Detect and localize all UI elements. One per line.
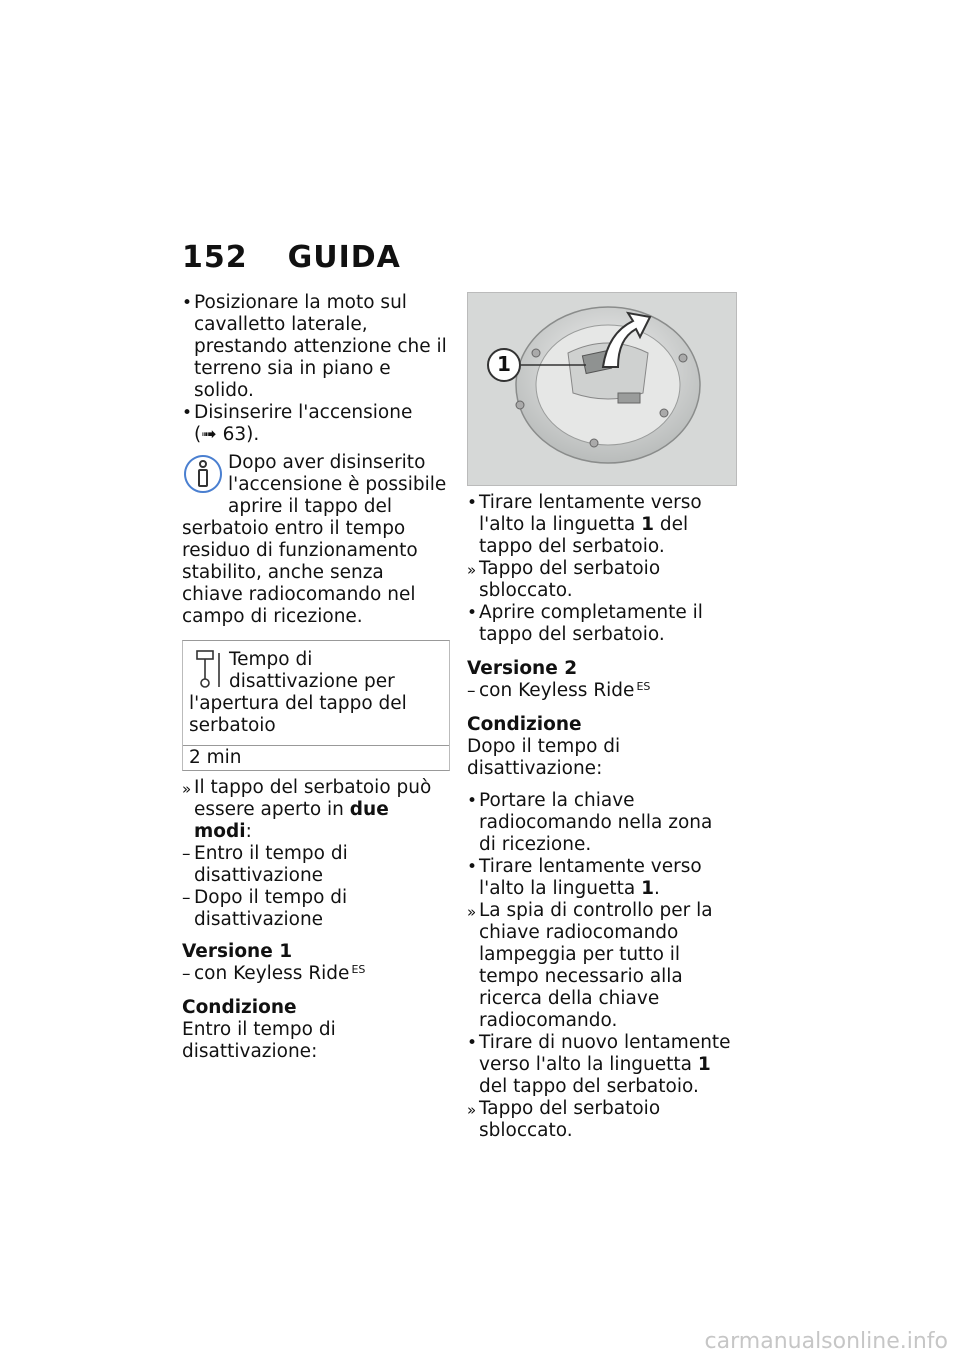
step-text: del tappo del serbatoio. <box>479 1076 699 1097</box>
step-pull-tab-2 <box>467 856 735 900</box>
wrench-icon <box>189 649 225 691</box>
result-text: Tappo del serbatoio sbloccato. <box>479 1098 661 1141</box>
result-two-ways <box>182 777 450 843</box>
bullet-marker: • <box>182 403 193 423</box>
version-2-condition <box>467 680 735 702</box>
spec-table <box>182 640 450 771</box>
result-punct: : <box>245 821 252 842</box>
right-column <box>467 292 735 1142</box>
callout-1: 1 <box>497 352 511 376</box>
left-column <box>182 292 450 1063</box>
dash-item-after <box>182 887 450 931</box>
bullet-marker: • <box>182 293 193 313</box>
bullet-marker: • <box>467 493 478 513</box>
result-marker: » <box>467 1101 477 1119</box>
watermark: carmanualsonline.info <box>704 1329 948 1354</box>
bullet-marker: • <box>467 857 478 877</box>
superscript-es: ES <box>351 963 366 976</box>
result-unlocked-2 <box>467 1098 735 1142</box>
dash-marker: – <box>182 844 191 864</box>
condition-text: Entro il tempo di disattivazione: <box>182 1019 336 1062</box>
dash-text: Dopo il tempo di disattivazione <box>194 887 348 930</box>
spec-value: 2 min <box>189 747 242 768</box>
result-bold-text: due modi <box>194 799 389 842</box>
step-pull-tab <box>467 492 735 558</box>
condition-title: Condizione <box>182 997 297 1018</box>
step-text: Tirare lentamente verso l'alto la linguetta <box>479 856 702 899</box>
step-bold-text: 1 <box>641 514 654 535</box>
version-1-condition <box>182 963 450 985</box>
step-text: Disinserire l'accensione <box>194 402 413 423</box>
condition-title: Condizione <box>467 714 582 735</box>
dash-marker: – <box>182 888 191 908</box>
step-ignition-off <box>182 402 450 446</box>
spec-title: Tempo di disattivazione per l'apertura del tappo del serbatoio <box>189 649 407 736</box>
section-title: GUIDA <box>287 240 401 275</box>
page-number: 152 <box>182 240 248 275</box>
result-text: La spia di controllo per la chiave radiocomando lampeggia per tutto il tempo necessario alla ricerca della chiave radiocomando. <box>479 900 713 1031</box>
info-note <box>182 452 450 628</box>
page-reference-link[interactable]: (➟ 63). <box>194 424 260 445</box>
bullet-marker: • <box>467 603 478 623</box>
step-text: Aprire completamente il tappo del serbatoio. <box>479 602 703 645</box>
fuel-cap-figure <box>467 292 737 486</box>
superscript-es: ES <box>636 680 651 693</box>
bullet-marker: • <box>467 791 478 811</box>
result-marker: » <box>467 903 477 921</box>
dash-item-within <box>182 843 450 887</box>
dash-text: Entro il tempo di disattivazione <box>194 843 348 886</box>
result-unlocked <box>467 558 735 602</box>
step-text: del tappo del serbatoio. <box>479 514 689 557</box>
dash-text: con Keyless Ride <box>194 963 350 984</box>
step-text: Portare la chiave radiocomando nella zona di ricezione. <box>479 790 713 855</box>
result-marker: » <box>182 780 192 798</box>
version-2-title: Versione 2 <box>467 658 578 679</box>
info-icon <box>182 452 224 498</box>
step-text: Tirare di nuovo lentamente verso l'alto la linguetta <box>479 1032 731 1075</box>
step-text: Tirare lentamente verso l'alto la linguetta <box>479 492 702 535</box>
result-marker: » <box>467 561 477 579</box>
step-pull-again <box>467 1032 735 1098</box>
step-punct: . <box>653 878 660 899</box>
dash-marker: – <box>182 964 191 984</box>
spec-header <box>183 641 449 746</box>
result-text: Il tappo del serbatoio può essere aperto in <box>194 777 432 820</box>
step-key-in-range <box>467 790 735 856</box>
dash-text: con Keyless Ride <box>479 680 635 701</box>
result-text: Tappo del serbatoio sbloccato. <box>479 558 661 601</box>
condition-text: Dopo il tempo di disattivazione: <box>467 736 621 779</box>
step-bold-text: 1 <box>697 1054 711 1075</box>
bullet-marker: • <box>467 1033 478 1053</box>
step-position-bike <box>182 292 450 402</box>
step-text: Posizionare la moto sul cavalletto laterale, prestando attenzione che il terreno sia in piano e solido. <box>194 292 447 401</box>
fuel-cap-illustration <box>468 293 736 485</box>
page-header <box>182 240 401 275</box>
note-text: Dopo aver disinserito l'accensione è possibile aprire il tappo del serbatoio entro il tempo residuo di funzionamento stabilito, anche senza chiave radiocomando nel campo di ricezione. <box>182 452 447 627</box>
result-indicator-flashes <box>467 900 735 1032</box>
dash-marker: – <box>467 681 476 701</box>
step-open-cap <box>467 602 735 646</box>
version-1-title: Versione 1 <box>182 941 293 962</box>
step-bold-text: 1 <box>641 878 654 899</box>
